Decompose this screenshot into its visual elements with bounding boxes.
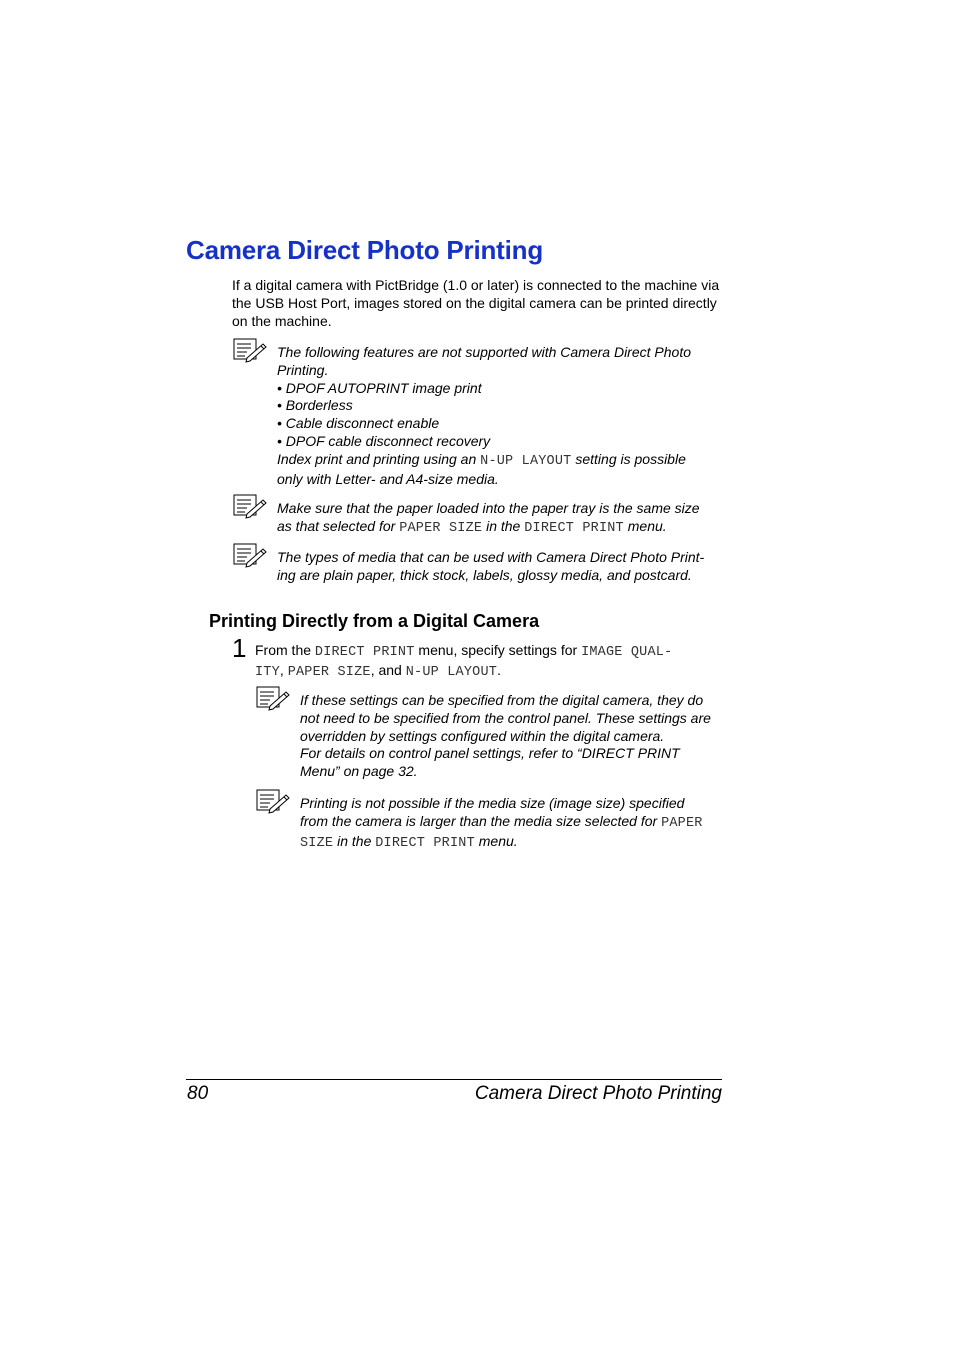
note-media-types	[277, 549, 727, 585]
step-line	[255, 642, 725, 662]
code-image-quality: ITY	[255, 664, 280, 680]
code-direct-print: DIRECT PRINT	[375, 835, 475, 851]
section-heading: Printing Directly from a Digital Camera	[209, 611, 540, 631]
text-run: ,	[279, 661, 288, 678]
step-text	[255, 642, 725, 682]
note-line: If these settings can be specified from the digital camera, they do	[300, 692, 704, 708]
note-camera-settings	[300, 692, 730, 781]
note-paper-size	[277, 500, 727, 538]
text-run: setting is possible	[571, 450, 686, 467]
note-line: ing are plain paper, thick stock, labels, glossy media, and postcard.	[277, 566, 692, 583]
code-paper-size: SIZE	[300, 835, 334, 851]
text-run: .	[497, 661, 501, 678]
note-unsupported-features	[277, 344, 727, 488]
note-lead: The following features are not supported with Camera Direct Photo Printing.	[277, 344, 691, 378]
page-number: 80	[187, 1083, 209, 1104]
note-line	[277, 518, 727, 538]
code-direct-print: DIRECT PRINT	[314, 645, 415, 660]
text-run: in the	[482, 517, 525, 534]
note-line	[300, 833, 730, 853]
note-icon	[233, 494, 267, 520]
note-line	[300, 813, 730, 833]
note-tail	[277, 451, 727, 471]
code-paper-size: PAPER SIZE	[287, 664, 371, 680]
code-paper-size: PAPER	[661, 815, 703, 831]
code-direct-print: DIRECT PRINT	[524, 520, 624, 536]
text-run: menu, specify settings for	[414, 642, 582, 658]
code-n-up-layout: N-UP LAYOUT	[405, 664, 498, 680]
text-run: from the camera is larger than the media size selected for	[300, 812, 662, 829]
step-line	[255, 662, 725, 682]
bullet-item: • Cable disconnect enable	[277, 415, 440, 432]
text-run: menu.	[623, 517, 667, 534]
note-tail: only with Letter- and A4-size media.	[277, 470, 499, 487]
running-title: Camera Direct Photo Printing	[474, 1083, 722, 1104]
code-n-up-layout: N-UP LAYOUT	[480, 453, 572, 469]
note-media-size-limit	[300, 795, 730, 852]
note-line: overridden by settings configured within the digital camera.	[300, 727, 665, 744]
note-line: Menu” on page 32.	[300, 763, 418, 780]
note-icon	[256, 686, 290, 712]
note-line: For details on control panel settings, refer to “DIRECT PRINT	[300, 745, 680, 762]
code-image-quality: IMAGE QUAL-	[581, 645, 673, 660]
note-icon	[233, 338, 267, 364]
text-run: , and	[370, 661, 406, 678]
footer-rule	[186, 1079, 722, 1080]
text-run: Index print and printing using an	[277, 450, 481, 467]
text-run: in the	[333, 832, 376, 849]
bullet-item: • DPOF cable disconnect recovery	[277, 432, 491, 449]
page-title: Camera Direct Photo Printing	[186, 235, 544, 265]
note-icon	[256, 789, 290, 815]
text-run: as that selected for	[277, 517, 400, 534]
code-paper-size: PAPER SIZE	[399, 520, 483, 536]
bullet-item: • DPOF AUTOPRINT image print	[277, 379, 482, 396]
note-icon	[233, 543, 267, 569]
intro-paragraph: If a digital camera with PictBridge (1.0 or later) is connected to the machine via the USB Host Port, images stored on the digital camera can be printed directly on the machine.	[232, 277, 720, 329]
text-run: menu.	[474, 832, 518, 849]
note-line: not need to be specified from the control panel. These settings are	[300, 709, 711, 726]
text-run: From the	[255, 642, 315, 658]
note-line: The types of media that can be used with Camera Direct Photo Print-	[277, 549, 705, 565]
bullet-item: • Borderless	[277, 397, 353, 414]
step-number: 1	[232, 633, 247, 663]
note-line: Printing is not possible if the media size (image size) specified	[300, 795, 685, 811]
note-line: Make sure that the paper loaded into the paper tray is the same size	[277, 500, 700, 516]
